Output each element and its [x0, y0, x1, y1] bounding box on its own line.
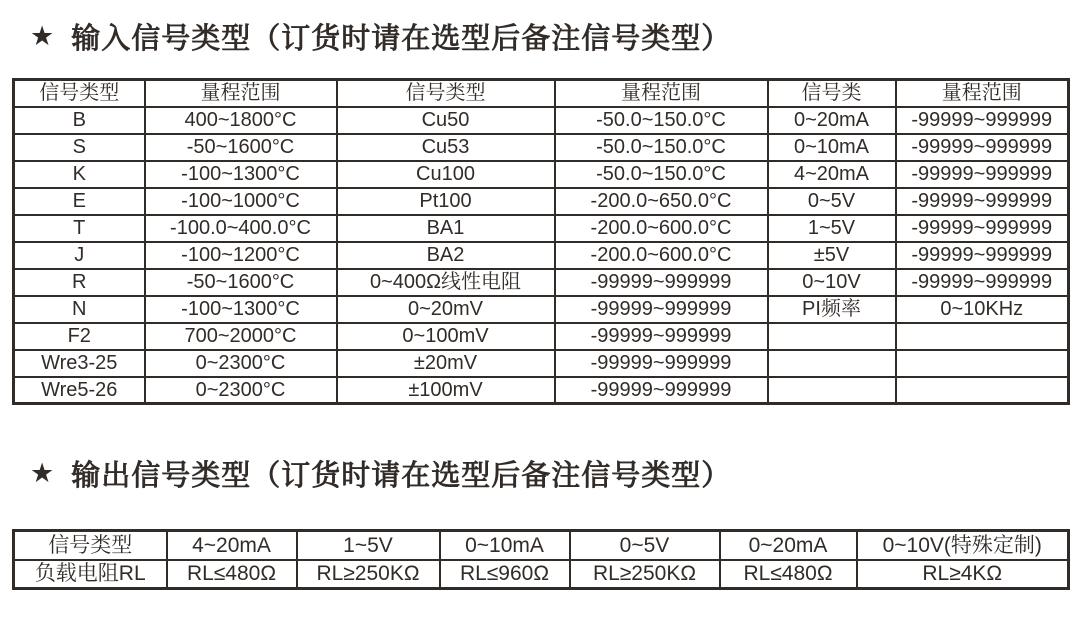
table-row	[14, 242, 1069, 269]
table-cell	[896, 377, 1069, 404]
table-cell: -99999~999999	[896, 107, 1069, 134]
table-cell	[768, 350, 896, 377]
table-cell: B	[14, 107, 145, 134]
table-cell: 0~20mA	[768, 107, 896, 134]
table-cell: -99999~999999	[896, 188, 1069, 215]
table-cell: 0~10V(特殊定制)	[857, 531, 1069, 560]
table-cell: -99999~999999	[555, 377, 768, 404]
input-table-header-row	[14, 80, 1069, 107]
table-row	[14, 323, 1069, 350]
table-cell: -99999~999999	[555, 296, 768, 323]
header-signal-type-3: 信号类	[768, 80, 896, 107]
table-cell: 负载电阻RL	[14, 560, 167, 589]
table-row	[14, 377, 1069, 404]
table-cell: BA1	[337, 215, 555, 242]
input-signal-table	[12, 78, 1070, 405]
header-signal-type-1: 信号类型	[14, 80, 145, 107]
table-cell	[768, 323, 896, 350]
star-icon: ★	[30, 21, 56, 51]
table-cell: RL≥250KΩ	[297, 560, 440, 589]
table-cell: -50~1600°C	[145, 134, 337, 161]
table-cell: -99999~999999	[896, 215, 1069, 242]
output-signal-table	[12, 529, 1070, 590]
table-cell: -99999~999999	[896, 242, 1069, 269]
table-row	[14, 560, 1069, 589]
star-icon: ★	[30, 458, 56, 488]
table-row	[14, 350, 1069, 377]
table-cell: T	[14, 215, 145, 242]
table-cell	[896, 323, 1069, 350]
table-cell: -99999~999999	[555, 323, 768, 350]
table-cell: -100~1300°C	[145, 161, 337, 188]
table-cell: RL≥4KΩ	[857, 560, 1069, 589]
table-cell: -200.0~600.0°C	[555, 242, 768, 269]
table-cell: S	[14, 134, 145, 161]
table-cell: 700~2000°C	[145, 323, 337, 350]
table-cell: -50.0~150.0°C	[555, 107, 768, 134]
table-cell: Cu50	[337, 107, 555, 134]
table-cell: -200.0~600.0°C	[555, 215, 768, 242]
table-row	[14, 134, 1069, 161]
table-cell: 4~20mA	[768, 161, 896, 188]
table-cell: Pt100	[337, 188, 555, 215]
table-cell: 0~5V	[570, 531, 720, 560]
table-cell: Cu53	[337, 134, 555, 161]
table-cell: 0~2300°C	[145, 377, 337, 404]
output-signal-section-title	[30, 453, 731, 494]
table-cell: -100~1300°C	[145, 296, 337, 323]
table-cell: RL≤480Ω	[167, 560, 297, 589]
table-cell: -99999~999999	[896, 134, 1069, 161]
header-range-1: 量程范围	[145, 80, 337, 107]
table-cell: 0~400Ω线性电阻	[337, 269, 555, 296]
table-cell: ±20mV	[337, 350, 555, 377]
table-cell: 1~5V	[768, 215, 896, 242]
table-cell: -50.0~150.0°C	[555, 134, 768, 161]
table-cell: RL≥250KΩ	[570, 560, 720, 589]
table-cell: J	[14, 242, 145, 269]
table-cell: -99999~999999	[896, 161, 1069, 188]
table-row	[14, 188, 1069, 215]
table-cell: K	[14, 161, 145, 188]
table-row	[14, 269, 1069, 296]
table-row	[14, 215, 1069, 242]
header-signal-type-2: 信号类型	[337, 80, 555, 107]
output-signal-title-text: 输出信号类型（订货时请在选型后备注信号类型）	[71, 460, 732, 492]
table-cell: PI频率	[768, 296, 896, 323]
table-cell: 0~10KHz	[896, 296, 1069, 323]
table-cell: F2	[14, 323, 145, 350]
table-cell: -200.0~650.0°C	[555, 188, 768, 215]
table-cell	[768, 377, 896, 404]
table-cell: -50~1600°C	[145, 269, 337, 296]
table-cell: ±5V	[768, 242, 896, 269]
table-cell: RL≤960Ω	[440, 560, 570, 589]
table-cell	[896, 350, 1069, 377]
table-cell: -100~1200°C	[145, 242, 337, 269]
input-signal-title-text: 输入信号类型（订货时请在选型后备注信号类型）	[71, 23, 732, 55]
table-cell: E	[14, 188, 145, 215]
header-range-3: 量程范围	[896, 80, 1069, 107]
table-cell: Cu100	[337, 161, 555, 188]
table-cell: 信号类型	[14, 531, 167, 560]
table-cell: 1~5V	[297, 531, 440, 560]
table-cell: BA2	[337, 242, 555, 269]
output-table-body	[14, 531, 1069, 589]
table-row	[14, 531, 1069, 560]
table-cell: Wre3-25	[14, 350, 145, 377]
input-signal-section-title	[30, 16, 731, 57]
table-cell: 0~5V	[768, 188, 896, 215]
table-row	[14, 161, 1069, 188]
table-cell: 0~2300°C	[145, 350, 337, 377]
table-cell: RL≤480Ω	[720, 560, 857, 589]
table-row	[14, 107, 1069, 134]
table-cell: N	[14, 296, 145, 323]
table-cell: 0~100mV	[337, 323, 555, 350]
table-cell: 0~10V	[768, 269, 896, 296]
table-cell: 4~20mA	[167, 531, 297, 560]
table-cell: -99999~999999	[555, 350, 768, 377]
table-cell: ±100mV	[337, 377, 555, 404]
table-cell: -99999~999999	[555, 269, 768, 296]
table-cell: Wre5-26	[14, 377, 145, 404]
table-cell: R	[14, 269, 145, 296]
table-cell: -100.0~400.0°C	[145, 215, 337, 242]
input-table-body	[14, 107, 1069, 404]
table-cell: -99999~999999	[896, 269, 1069, 296]
table-cell: -100~1000°C	[145, 188, 337, 215]
table-cell: 400~1800°C	[145, 107, 337, 134]
table-cell: 0~10mA	[440, 531, 570, 560]
table-row	[14, 296, 1069, 323]
table-cell: 0~10mA	[768, 134, 896, 161]
table-cell: 0~20mV	[337, 296, 555, 323]
table-cell: 0~20mA	[720, 531, 857, 560]
header-range-2: 量程范围	[555, 80, 768, 107]
table-cell: -50.0~150.0°C	[555, 161, 768, 188]
